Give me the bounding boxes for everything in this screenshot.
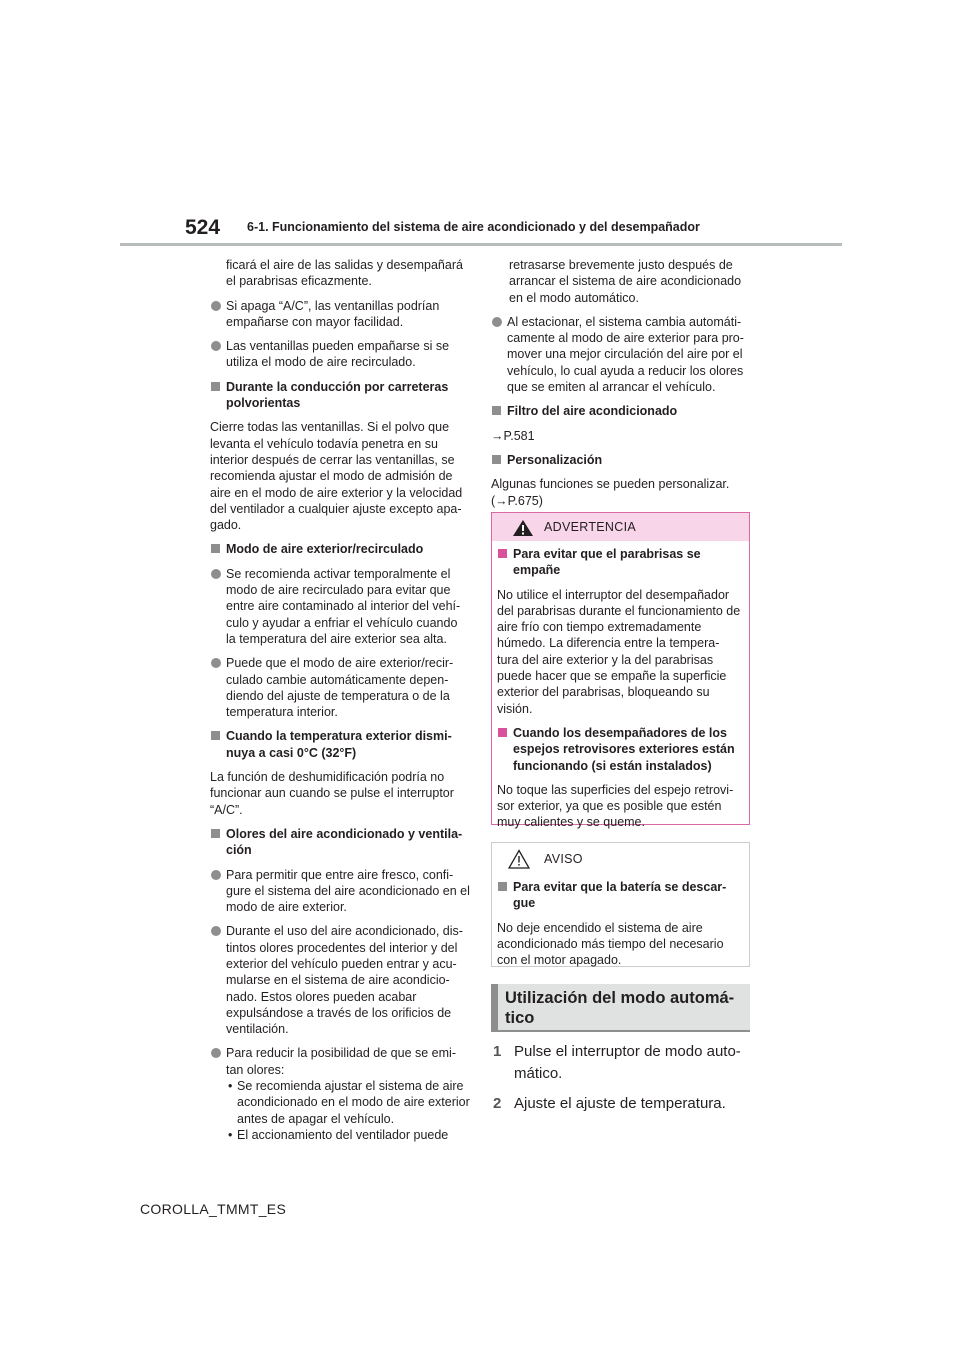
bullet-dot-icon — [492, 317, 502, 327]
warning-header — [492, 513, 749, 541]
step-number: 2 — [493, 1095, 502, 1112]
notice-title: AVISO — [544, 852, 583, 866]
bullet-text: Durante el uso del aire acondicionado, dis- tintos olores procedentes del interior y del exterior del vehículo pueden entrar y acu- mularse en el sistema de aire acondicio- nado. Estos olores pueden acabar expulsándose a través de los orificios de ventilación. — [226, 924, 463, 1037]
bullet-item — [210, 566, 470, 647]
warning-triangle-icon — [512, 519, 534, 537]
step-list — [493, 1041, 753, 1123]
notice-box — [491, 842, 750, 967]
section-accent-bar — [491, 984, 498, 1030]
sub-bullet-item: • El accionamiento del ventilador puede — [228, 1127, 449, 1142]
subheading-low-temperature: Cuando la temperatura exterior dismi- nuya a casi 0°C (32°F) — [210, 728, 470, 761]
section-heading — [491, 984, 750, 1032]
continued-text: retrasarse brevemente justo después de arrancar el sistema de aire acondicionado en el modo automático. — [509, 258, 742, 305]
bullet-dot-icon — [211, 569, 221, 579]
subheading-odors: Olores del aire acondicionado y ventila- ción — [210, 826, 470, 859]
bullet-item — [210, 867, 470, 916]
bullet-item — [210, 655, 470, 720]
caution-triangle-icon — [508, 849, 530, 869]
bullet-text: Si apaga “A/C”, las ventanillas podrían empañarse con mayor facilidad. — [226, 298, 440, 329]
square-bullet-icon — [498, 728, 507, 737]
notice-paragraph: No deje encendido el sistema de aire acondicionado más tiempo del necesario con el motor apagado. — [497, 920, 724, 968]
bullet-dot-icon — [211, 301, 221, 311]
square-bullet-icon — [492, 406, 501, 415]
square-bullet-icon — [492, 455, 501, 464]
bullet-dot-icon — [211, 341, 221, 351]
bullet-item — [210, 338, 470, 371]
bullet-dot-icon — [211, 926, 221, 936]
square-bullet-icon — [211, 544, 220, 553]
notice-subheading: Para evitar que la batería se descar- gue — [497, 879, 742, 912]
bullet-dot-icon — [211, 1048, 221, 1058]
square-bullet-icon — [498, 549, 507, 558]
bullet-dot-icon — [211, 658, 221, 668]
warning-paragraph: No toque las superficies del espejo retrovi- sor exterior, ya que es posible que estén muy calientes y se queme. — [497, 782, 734, 830]
subheading-customization: Personalización — [491, 452, 751, 468]
page-number: 524 — [185, 216, 221, 239]
warning-title: ADVERTENCIA — [544, 520, 636, 534]
subheading-filter: Filtro del aire acondicionado — [491, 403, 751, 419]
bullet-item — [210, 298, 470, 331]
square-bullet-icon — [211, 731, 220, 740]
paragraph-dusty-roads: Cierre todas las ventanillas. Si el polvo que levanta el vehículo todavía penetra en su interior después de cerrar las ventanillas, se recomienda ajustar el modo de admisión de aire en el modo de aire exterior y la velocidad del ventilador a cualquier ajuste excepto apa- gado. — [210, 420, 463, 533]
step-item — [493, 1041, 753, 1085]
notice-body — [492, 874, 749, 968]
bullet-item — [491, 314, 751, 395]
chapter-title: 6-1. Funcionamiento del sistema de aire acondicionado y del desempañador — [247, 220, 700, 234]
continued-text: ficará el aire de las salidas y desempañará el parabrisas eficazmente. — [226, 258, 463, 289]
bullet-text: Para permitir que entre aire fresco, confi- gure el sistema del aire acondicionado en el modo de aire exterior. — [226, 867, 470, 915]
bullet-text: Para reducir la posibilidad de que se emi- tan olores: — [226, 1046, 456, 1077]
sub-bullet-item: • Se recomienda ajustar el sistema de aire acondicionado en el modo de aire exterior antes de apagar el vehículo. — [228, 1079, 470, 1126]
bullet-item — [210, 923, 470, 1037]
bullet-text: Se recomienda activar temporalmente el modo de aire recirculado para evitar que entre aire contaminado al interior del vehí- culo y ayudar a enfriar el vehículo cuando la temperatura del aire exterior sea alta. — [226, 566, 461, 646]
warning-subheading: Para evitar que el parabrisas se empañe — [497, 546, 742, 579]
subheading-air-mode: Modo de aire exterior/recirculado — [210, 541, 470, 557]
paragraph-customization: Algunas funciones se pueden personalizar. (→P.675) — [491, 477, 730, 508]
warning-body — [492, 541, 749, 831]
step-text: Pulse el interruptor de modo auto- mático. — [514, 1043, 741, 1082]
bullet-text: Puede que el modo de aire exterior/recir- culado cambie automáticamente depen- diendo del ajuste de temperatura o de la temperatura interior. — [226, 656, 454, 720]
paragraph-low-temperature: La función de deshumidificación podría no funcionar aun cuando se pulse el interruptor “A/C”. — [210, 770, 454, 817]
bullet-item — [210, 1045, 470, 1078]
square-bullet-icon — [498, 882, 507, 891]
step-text: Ajuste el ajuste de temperatura. — [514, 1095, 726, 1112]
header-divider — [120, 243, 842, 246]
warning-box — [491, 512, 750, 830]
square-bullet-icon — [211, 829, 220, 838]
bullet-text: Al estacionar, el sistema cambia automáti- camente al modo de aire exterior para pro- mover una mejor circulación del aire por el vehículo, lo cual ayuda a reducir los olores que se emiten al arrancar el vehículo. — [507, 314, 744, 395]
page-header — [0, 0, 960, 250]
warning-subheading: Cuando los desempañadores de los espejos retrovisores exteriores están funcionando (si están instalados) — [497, 725, 742, 774]
notice-header — [492, 843, 749, 874]
footer-doc-code: COROLLA_TMMT_ES — [140, 1201, 287, 1217]
step-item — [493, 1093, 753, 1115]
step-number: 1 — [493, 1043, 502, 1060]
bullet-text: Las ventanillas pueden empañarse si se utiliza el modo de aire recirculado. — [226, 339, 450, 370]
warning-paragraph: No utilice el interruptor del desempañador del parabrisas durante el funcionamiento de aire frío con tiempo extremadamente húmedo. La diferencia entre la tempera- tura del aire exterior y la del parabrisas puede hacer que se empañe la superficie exterior del parabrisas, bloqueando su visión. — [497, 587, 741, 716]
right-column — [491, 257, 751, 517]
square-bullet-icon — [211, 382, 220, 391]
bullet-dot-icon — [211, 870, 221, 880]
page-reference-link[interactable]: →P.581 — [491, 428, 535, 443]
subheading-dusty-roads: Durante la conducción por carreteras polvorientas — [210, 379, 470, 412]
section-title: Utilización del modo automá- tico — [505, 989, 735, 1027]
left-column — [210, 257, 470, 1151]
